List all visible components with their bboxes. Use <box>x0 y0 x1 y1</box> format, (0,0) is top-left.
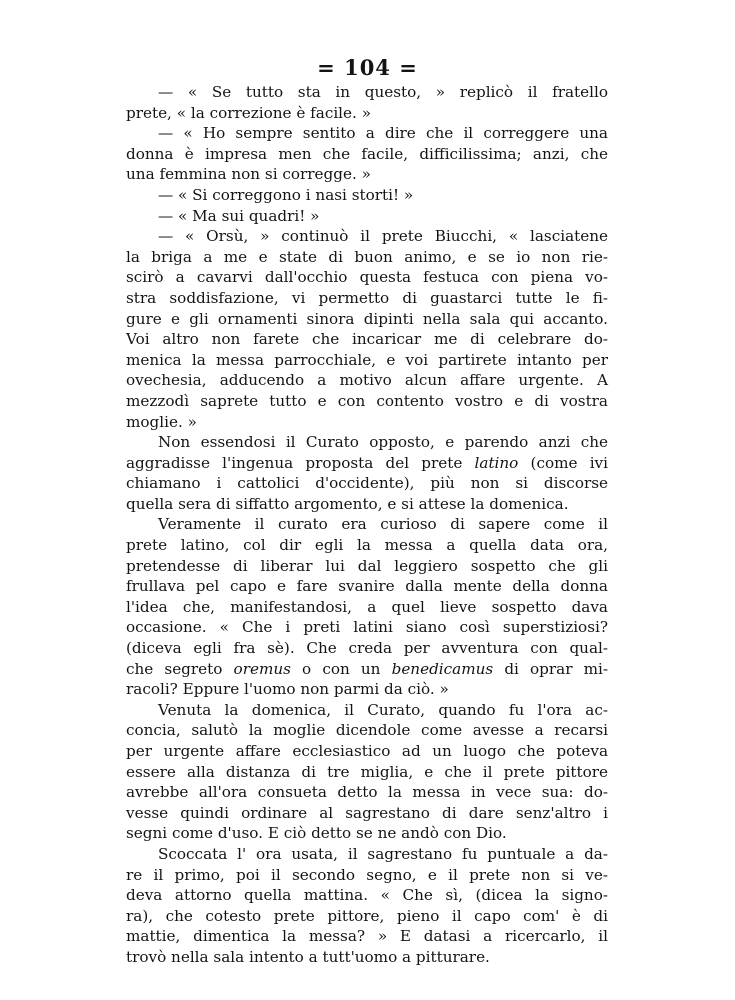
text-line: gure e gli ornamenti sinora dipinti nella sala qui accanto. <box>126 309 608 328</box>
text-line: concia, salutò la moglie dicendole come avesse a recarsi <box>126 721 608 740</box>
text-line: Venuta la domenica, il Curato, quando fu l'ora ac- <box>158 700 608 719</box>
text-line: quella sera di siffatto argomento, e si attese la domenica. <box>126 494 569 513</box>
text-line: mattie, dimentica la messa? » E datasi a ricercarlo, il <box>126 927 608 946</box>
text-line <box>126 453 608 474</box>
text-line: Voi altro non farete che incaricar me di celebrare do- <box>126 330 608 349</box>
page-number: = 104 = <box>317 55 418 80</box>
text-line: vesse quindi ordinare al sagrestano di dare senz'altro i <box>126 803 608 822</box>
text-line: una femmina non si corregge. » <box>126 165 371 184</box>
italic-word: latino <box>474 453 519 472</box>
text-segment: (come ivi <box>518 453 608 472</box>
text-line: mezzodì saprete tutto e con contento vostro e di vostra <box>126 391 608 410</box>
text-line: menica la messa parrocchiale, e voi partirete intanto per <box>126 350 608 369</box>
text-line: Non essendosi il Curato opposto, e parendo anzi che <box>158 433 608 452</box>
text-line: frullava pel capo e fare svanire dalla mente della donna <box>126 577 608 596</box>
text-line: deva attorno quella mattina. « Che sì, (dicea la signo- <box>126 886 608 905</box>
text-line: avrebbe all'ora consueta detto la messa in vece sua: do- <box>126 783 608 802</box>
text-segment: che segreto <box>126 659 234 678</box>
text-line: prete, « la correzione è facile. » <box>126 103 371 122</box>
text-line: scirò a cavarvi dall'occhio questa festuca con piena vo- <box>126 268 608 287</box>
italic-word: oremus <box>233 659 291 678</box>
text-line: donna è impresa men che facile, difficilissima; anzi, che <box>126 144 608 163</box>
text-line: stra soddisfazione, vi permetto di guastarci tutte le fi- <box>126 288 608 307</box>
text-line: Veramente il curato era curioso di sapere come il <box>158 515 608 534</box>
text-line: essere alla distanza di tre miglia, e che il prete pittore <box>126 762 608 781</box>
text-line: segni come d'uso. E ciò detto se ne andò con Dio. <box>126 824 507 843</box>
text-line: occasione. « Che i preti latini siano così superstiziosi? <box>126 618 608 637</box>
text-line: chiamano i cattolici d'occidente), più non si discorse <box>126 474 608 493</box>
text-line: — « Se tutto sta in questo, » replicò il fratello <box>158 83 608 101</box>
body-text <box>126 82 608 968</box>
text-line: per urgente affare ecclesiastico ad un luogo che poteva <box>126 742 608 760</box>
text-line: (diceva egli fra sè). Che creda per avventura con qual- <box>126 639 608 658</box>
text-line: trovò nella sala intento a tutt'uomo a pitturare. <box>126 947 490 966</box>
text-line: re il primo, poi il secondo segno, e il prete non si ve- <box>126 865 608 884</box>
text-line: ovechesia, adducendo a motivo alcun affare urgente. A <box>126 371 608 390</box>
text-line: la briga a me e state di buon animo, e se io non rie- <box>126 247 608 266</box>
text-line: ra), che cotesto prete pittore, pieno il capo com' è di <box>126 906 608 925</box>
text-line <box>126 659 608 680</box>
text-line: — « Orsù, » continuò il prete Biucchi, « lasciatene <box>158 227 608 246</box>
text-segment: di oprar mi- <box>493 659 609 678</box>
text-line: prete latino, col dir egli la messa a quella data ora, <box>126 536 608 555</box>
text-line: racoli? Eppure l'uomo non parmi da ciò. » <box>126 680 449 699</box>
text-segment: o con un <box>290 659 392 678</box>
text-line: — « Si correggono i nasi storti! » <box>158 185 414 204</box>
text-line: — « Ho sempre sentito a dire che il correggere una <box>158 124 608 143</box>
text-segment: aggradisse l'ingenua proposta del prete <box>126 453 475 472</box>
text-line: Scoccata l' ora usata, il sagrestano fu puntuale a da- <box>158 844 608 863</box>
italic-word: benedicamus <box>391 659 494 678</box>
text-line: l'idea che, manifestandosi, a quel lieve sospetto dava <box>126 597 608 616</box>
text-line: pretendesse di liberar lui dal leggiero sospetto che gli <box>126 556 608 575</box>
text-line: — « Ma sui quadri! » <box>158 206 320 225</box>
text-line: moglie. » <box>126 412 197 431</box>
